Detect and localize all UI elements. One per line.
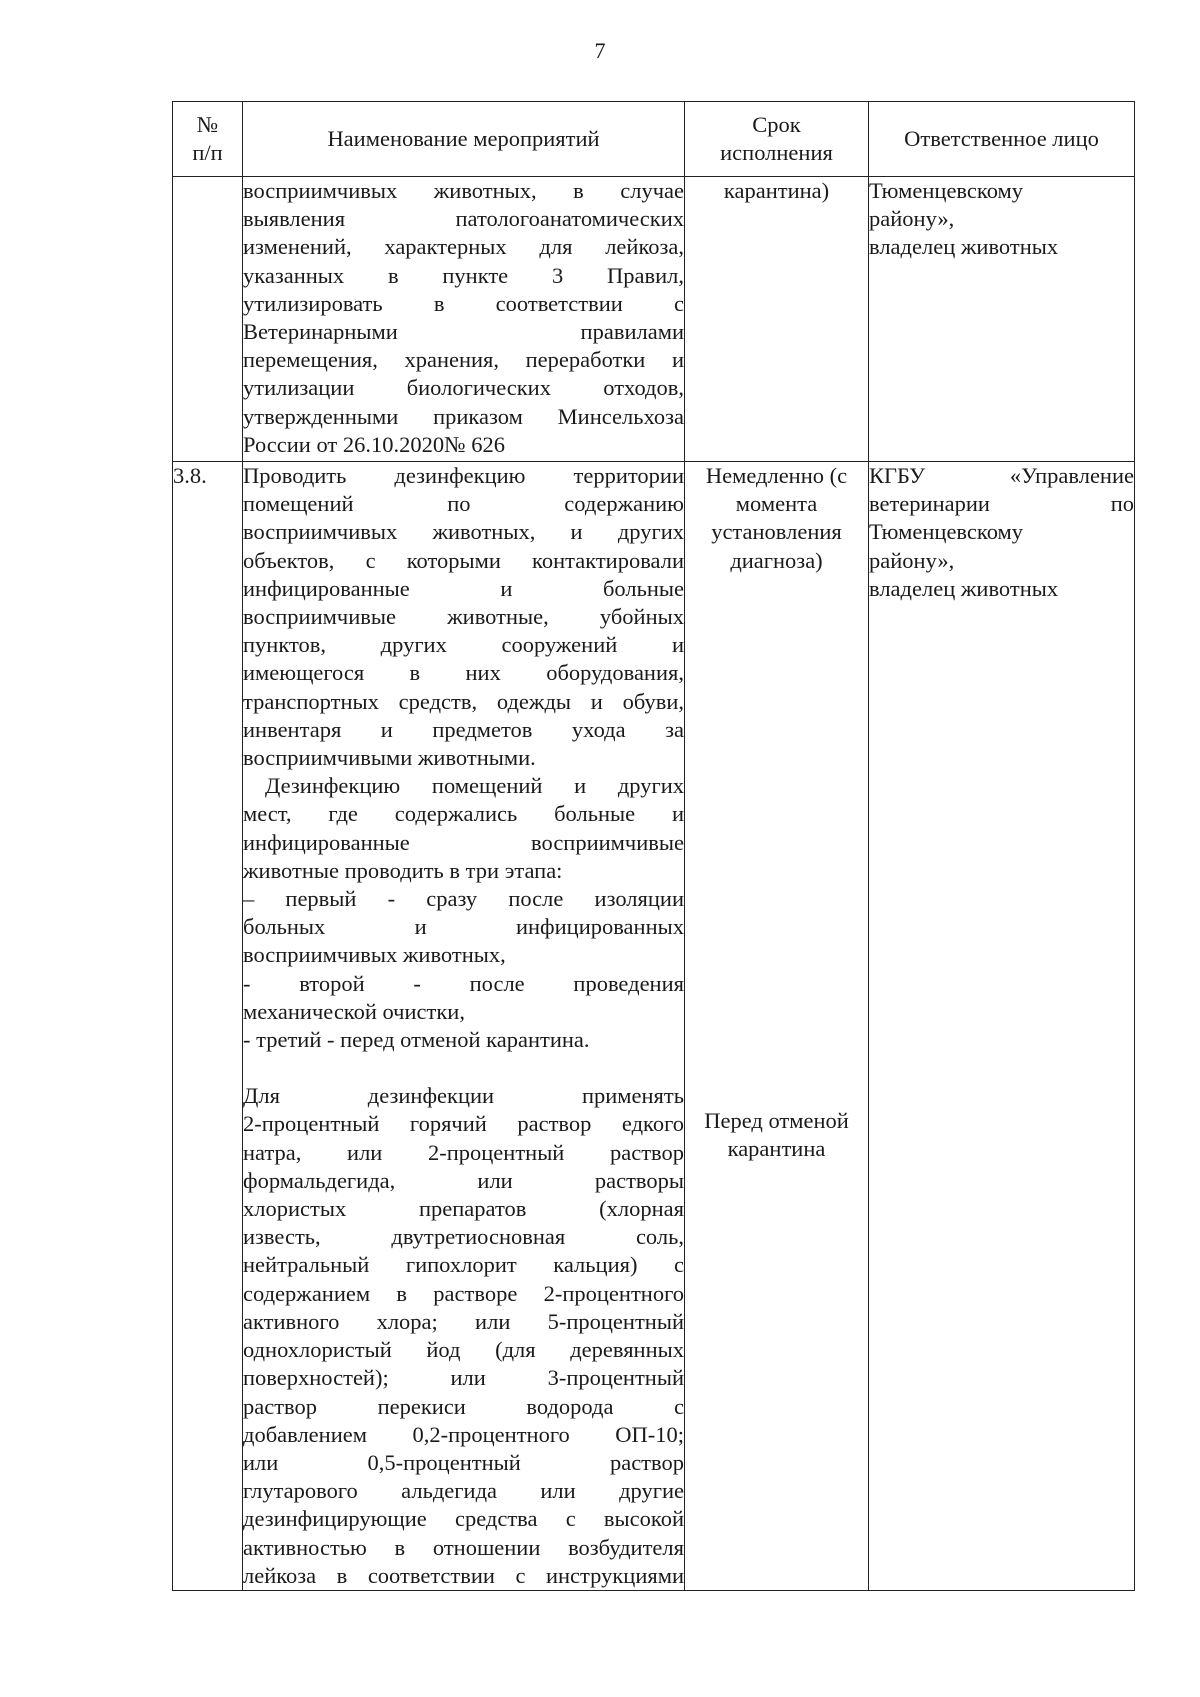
- header-responsible: Ответственное лицо: [869, 102, 1135, 177]
- row-responsible: КГБУ «Управление ветеринарии по Тюменцевскому району», владелец животных: [869, 462, 1135, 1591]
- header-num: № п/п: [173, 102, 243, 177]
- row-name: восприимчивых животных, в случае выявления патологоанатомических изменений, характерных для лейкоза, указанных в пункте 3 Правил, утилизировать в соответствии с Ветеринарными правилами перемещения, хранения, переработки и утилизации биологических отходов, утвержденными приказом Минсельхоза России от 26.10.2020№ 626: [243, 177, 685, 462]
- row-term: карантина): [685, 177, 869, 462]
- header-name: Наименование мероприятий: [243, 102, 685, 177]
- row-term: Немедленно (с момента установления диагноза) Перед отменой карантина: [685, 462, 869, 1591]
- table-header-row: [173, 102, 1135, 177]
- resp-word: по: [1110, 491, 1134, 517]
- resp-word: «Управление: [1009, 463, 1134, 488]
- row-responsible: Тюменцевскому району», владелец животных: [869, 177, 1135, 462]
- row-name: Проводить дезинфекцию территории помещений по содержанию восприимчивых животных, и других объектов, с которыми контактировали инфицированные и больные восприимчивые животные, убойных пунктов, других сооружений и имеющегося в них оборудования, транспортных средств, одежды и обуви, инвентаря и предметов ухода за восприимчивыми животными. Дезинфекцию помещений и других мест, где содержались больные и инфицированные восприимчивые животные проводить в три этапа: – первый - сразу после изоляции больных и инфицированных восприимчивых животных, - второй - после проведения механической очистки, - третий - перед отменой карантина. Для дезинфекции применять 2-процентный горячий раствор едкого натра, или 2-процентный раствор формальдегида, или растворы хлористых препаратов (хлорная известь, двутретиосновная соль, нейтральный гипохлорит кальция) с содержанием в растворе 2-процентного активного хлора; или 5-процентный однохлористый йод (для деревянных поверхностей); или 3-процентный раствор перекиси водорода с добавлением 0,2-процентного ОП-10; или 0,5-процентный раствор глутарового альдегида или другие дезинфицирующие средства с высокой активностью в отношении возбудителя лейкоза в соответствии с инструкциями: [243, 462, 685, 1591]
- row-num: 3.8.: [173, 462, 243, 1591]
- measures-table: [172, 101, 1135, 1591]
- page-number: 7: [594, 38, 606, 63]
- row-num: [173, 177, 243, 462]
- resp-word: КГБУ: [869, 463, 926, 488]
- resp-word: ветеринарии: [869, 491, 990, 517]
- header-term: Срок исполнения: [685, 102, 869, 177]
- term-spacer: [685, 575, 868, 1107]
- table-row: [173, 177, 1135, 462]
- table-row: [173, 462, 1135, 1591]
